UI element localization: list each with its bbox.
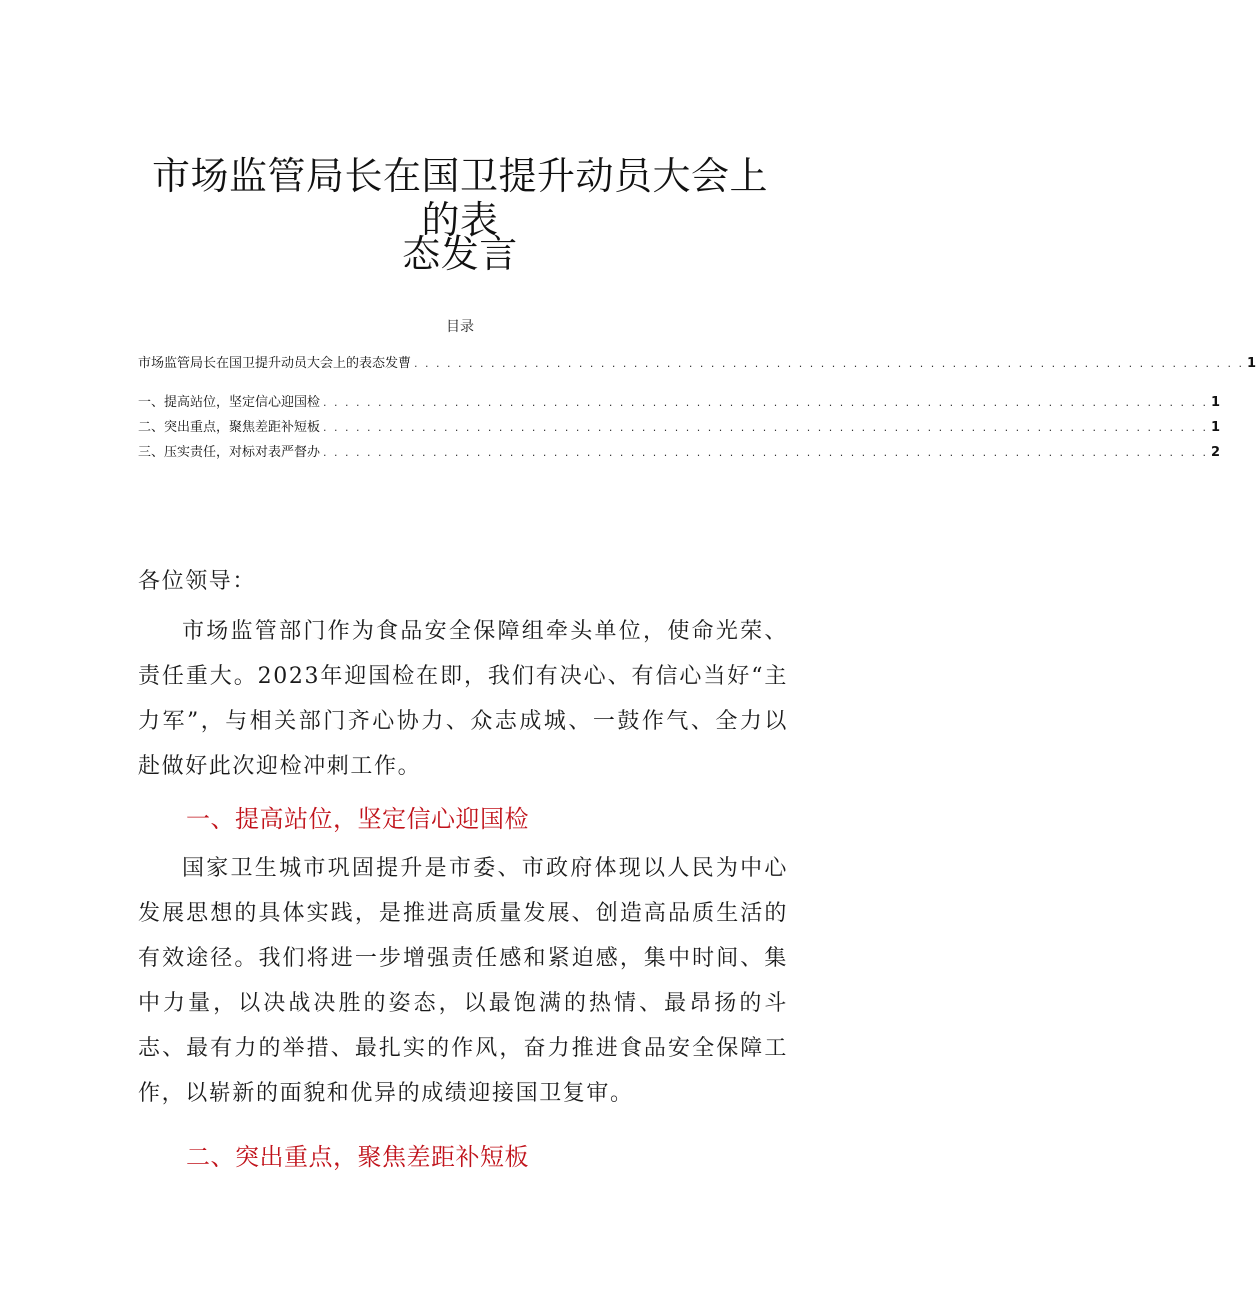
document-title-line-2: 态发言 [402, 232, 518, 276]
toc-entry[interactable] [138, 418, 1221, 438]
toc-entry-label: 二、突出重点，聚焦差距补短板 [138, 420, 321, 435]
toc-entry[interactable] [138, 393, 1221, 413]
toc-entry[interactable] [138, 354, 1256, 374]
section-heading-2: 二、突出重点，聚焦差距补短板 [186, 1143, 529, 1171]
toc-page-number: 1 [1210, 420, 1221, 435]
toc-entry-label: 三、压实责任，对标对表严督办 [138, 445, 321, 460]
paragraph-section-1: 国家卫生城市巩固提升是市委、市政府体现以人民为中心发展思想的具体实践，是推进高质量发展、创造高品质生活的有效途径。我们将进一步增强责任感和紧迫感，集中时间、集中力量，以决战决胜的姿态，以最饱满的热情、最昂扬的斗志、最有力的举措、最扎实的作风，奋力推进食品安全保障工作，以崭新的面貌和优异的成绩迎接国卫复审。 [138, 856, 788, 1106]
salutation: 各位领导： [138, 569, 257, 594]
toc-entry-label: 市场监管局长在国卫提升动员大会上的表态发曹 [138, 356, 412, 371]
toc-heading: 目录 [446, 319, 474, 335]
toc-leader-dots: . . . . . . . . . . . . . . . . . . . . . . . . . . . . . . . . . . . . . . . . . . . . . . . . . . . . . . . . . . . . . . . . . . . . . . . . . . . . . . . . . [323, 446, 1208, 459]
toc-page-number: 1 [1210, 395, 1221, 410]
section-heading-1: 一、提高站位，坚定信心迎国检 [186, 805, 529, 833]
toc-page-number: 1 [1247, 356, 1256, 371]
toc-page-number: 2 [1210, 445, 1221, 460]
toc-leader-dots: . . . . . . . . . . . . . . . . . . . . . . . . . . . . . . . . . . . . . . . . . . . . . . . . . . . . . . . . . . . . . . . . . . . . . . . . . . . . . . . . . [323, 421, 1208, 434]
toc-leader-dots: . . . . . . . . . . . . . . . . . . . . . . . . . . . . . . . . . . . . . . . . . . . . . . . . . . . . . . . . . . . . . . . . . . . . . . . . . . . . . . . . . [323, 396, 1208, 409]
document-title-line-1: 市场监管局长在国卫提升动员大会上的表 [151, 154, 768, 242]
paragraph-intro: 市场监管部门作为食品安全保障组牵头单位，使命光荣、责任重大。2023年迎国检在即，我们有决心、有信心当好“主力军”，与相关部门齐心协力、众志成城、一鼓作气、全力以赴做好此次迎检冲刺工作。 [138, 619, 788, 779]
toc-entry[interactable] [138, 443, 1221, 463]
toc-leader-dots: . . . . . . . . . . . . . . . . . . . . . . . . . . . . . . . . . . . . . . . . . . . . . . . . . . . . . . . . . . . . . . . . . . . . . . . . . . . . [414, 357, 1244, 370]
toc-entry-label: 一、提高站位，坚定信心迎国检 [138, 395, 321, 410]
